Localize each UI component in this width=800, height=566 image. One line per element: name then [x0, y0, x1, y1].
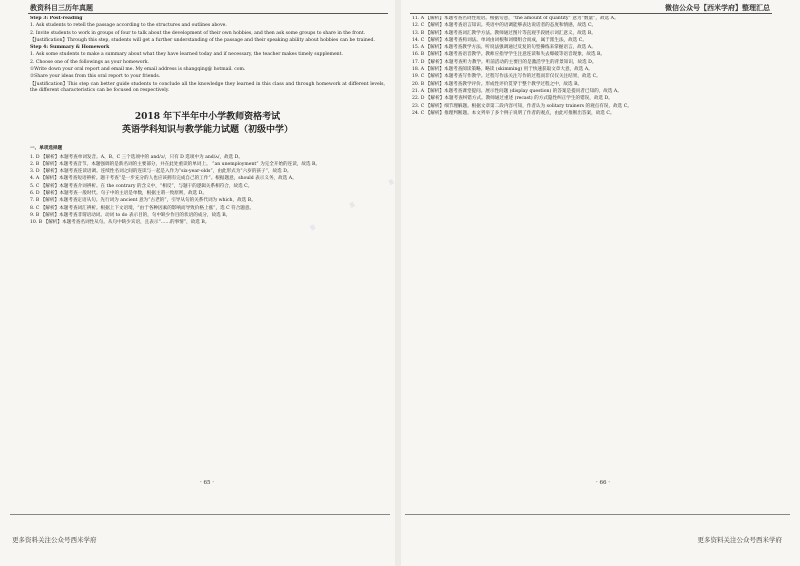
paragraph: Step 3: Post-reading	[30, 16, 83, 21]
paragraph: 10. B 【解析】本题考查名词性从句。从句中缺少宾语，且表示“……的事情”，故选 B。	[30, 220, 210, 226]
paragraph: 20. B 【解析】本题考查教学评价。形成性评价贯穿于整个教学过程之中，故选 B。	[412, 81, 583, 87]
header-rule-right	[410, 13, 772, 14]
paragraph: 7. B 【解析】本题考查定语从句。先行词为 ancient 意为“古老的”，引导从句的关系代词为 which，故选 B。	[30, 198, 256, 204]
paragraph: 【Justification】This step can better guide students to conclude all the knowledge they learned in this class and through homework at different levels, the different characteristics can be focused on respectively.	[30, 81, 385, 93]
paragraph: 13. B 【解析】本题考查词汇教学方法。教师通过图片等直观手段展示词汇意义，故选 B。	[412, 30, 596, 36]
header-left: 教资科目三历年真题	[30, 3, 93, 12]
left-top-paragraphs	[30, 16, 385, 94]
paragraph: 2. B 【解析】本题考查音节。本题强调的是新名词的主要部分，并在此处重读的单词上。 “an unemployment” 为完全开始的连读，故选 B。	[30, 161, 321, 167]
footer-rule-right	[405, 514, 790, 515]
paragraph: 23. C 【解析】细节理解题。根据文章第二段内容可知，作者认为 solitary trainers 的观点有误，故选 C。	[412, 103, 632, 109]
paragraph: 4. A 【解析】本题考查短语辨析。题干考查“是一步充分的人也应该拥有完成自己的工作”。根据题意，should 表示义务，故选 A。	[30, 176, 297, 182]
paragraph: 1. D 【解析】本题考查单词发音。A、B、C 三个选项中的 and/ɔ/，只有 D 选项中为 and/ʌ/，故选 D。	[30, 154, 243, 160]
paragraph: 8. C 【解析】本题考查词汇辨析。根据上下文语境，“由于各种因素的影响而导致价格上涨”，选 C 符合题意。	[30, 205, 255, 211]
exam-title: 2018 年下半年中小学教师资格考试	[134, 112, 281, 123]
paragraph: 12. C 【解析】本题考查语言知识。英语中的语调能够表达说话者的态度和情感，故选 C。	[412, 23, 597, 29]
page-number-right: · 66 ·	[596, 480, 610, 486]
left-answer-list	[30, 155, 385, 227]
paragraph: 24. C 【解析】推理判断题。本文列举了多个例子说明了作者的观点，由此可推断出答案，故选 C。	[412, 110, 615, 116]
paragraph: 18. A 【解析】本题考查阅读策略。略读 (skimming) 用于快速获取文章大意，故选 A。	[412, 67, 593, 73]
paragraph: 22. D 【解析】本题考查纠错方式。教师通过重述 (recast) 的方式隐性纠正学生的错误，故选 D。	[412, 96, 613, 102]
paragraph: 2. Invite students to work in groups of four to talk about the development of their own hobbies, and then ask some groups to share in the front.	[30, 30, 366, 36]
paragraph: 1. Ask some students to make a summary about what they have learned today and if necessary, the teacher makes timely supplement.	[30, 52, 343, 58]
footer-left: 更多资料关注公众号西米学府	[12, 536, 97, 544]
paragraph: 【Justification】Through this step, students will get a further understanding of the passage and their speaking ability about hobbies can be trained.	[30, 37, 375, 43]
paragraph: 11. A 【解析】本题考查名词性短语。根据句意，“the amount of quantity” 意为“数量”，故选 A。	[412, 16, 619, 21]
paragraph: Step 4: Summary & Homework	[30, 45, 110, 51]
paragraph: ①Write down your oral report and email me. My email address is shangqing@ hotmail. com.	[30, 67, 246, 73]
paragraph: 9. B 【解析】本题考查非谓语动词。动词 to do 表示目的，句中缺少作目的状语的成分，故选 B。	[30, 212, 231, 218]
exam-subtitle: 英语学科知识与教学能力试题（初级中学）	[121, 125, 293, 136]
paragraph: 5. C 【解析】本题考查介词辨析。在 the contrary 的含义中，“相反”，与题干的逻辑关系相符合，故选 C。	[30, 183, 253, 189]
paragraph: 6. D 【解析】本题考查一般时代。句子中的主语是单数，根据主谓一致原则，故选 D。	[30, 191, 207, 197]
watermark: · · ·	[296, 154, 418, 252]
paragraph: 1. Ask students to retell the passage according to the structures and outlines above.	[30, 23, 227, 29]
paragraph: 19. C 【解析】本题考查写作教学。过程写作法关注写作的过程而非仅仅关注结果，故选 C。	[412, 74, 601, 80]
paragraph: 16. B 【解析】本题考查语音教学。教师应指导学生注意连读和失去爆破等语音现象，故选 B。	[412, 52, 606, 58]
section-heading: 一、单项选择题	[30, 146, 63, 152]
left-page-column	[30, 16, 385, 464]
right-page-column	[412, 16, 770, 464]
paragraph: 14. C 【解析】本题考查构词法。单词由词根和词缀组合而成，属于派生法，故选 C。	[412, 37, 587, 43]
paragraph: 21. A 【解析】本题考查课堂提问。展示性问题 (display question) 的答案是提问者已知的，故选 A。	[412, 88, 622, 94]
paragraph: 3. D 【解析】本题考查连读语调。连续性名词之间的连读与一起是入作为“six-year-olds”，由此形式为“六岁的孩子”，故选 D。	[30, 169, 292, 175]
page-gutter	[395, 0, 401, 566]
paragraph: ②Share your ideas from this oral report to your friends.	[30, 74, 161, 80]
footer-right: 更多资料关注公众号西米学府	[697, 536, 782, 544]
paragraph: 17. D 【解析】本题考查听力教学。听前活动的主要目的是激活学生的背景知识，故选 D。	[412, 59, 597, 65]
header-right: 微信公众号【西米学府】整理汇总	[665, 3, 770, 12]
paragraph: 2. Choose one of the followings as your homework.	[30, 59, 149, 65]
paragraph: 15. A 【解析】本题考查教学方法。听说法强调通过反复的句型操练来掌握语言，故选 A。	[412, 45, 596, 51]
right-answer-list	[412, 16, 770, 117]
header-rule-left	[28, 13, 388, 14]
page-number-left: · 65 ·	[200, 480, 214, 486]
footer-rule-left	[10, 514, 390, 515]
